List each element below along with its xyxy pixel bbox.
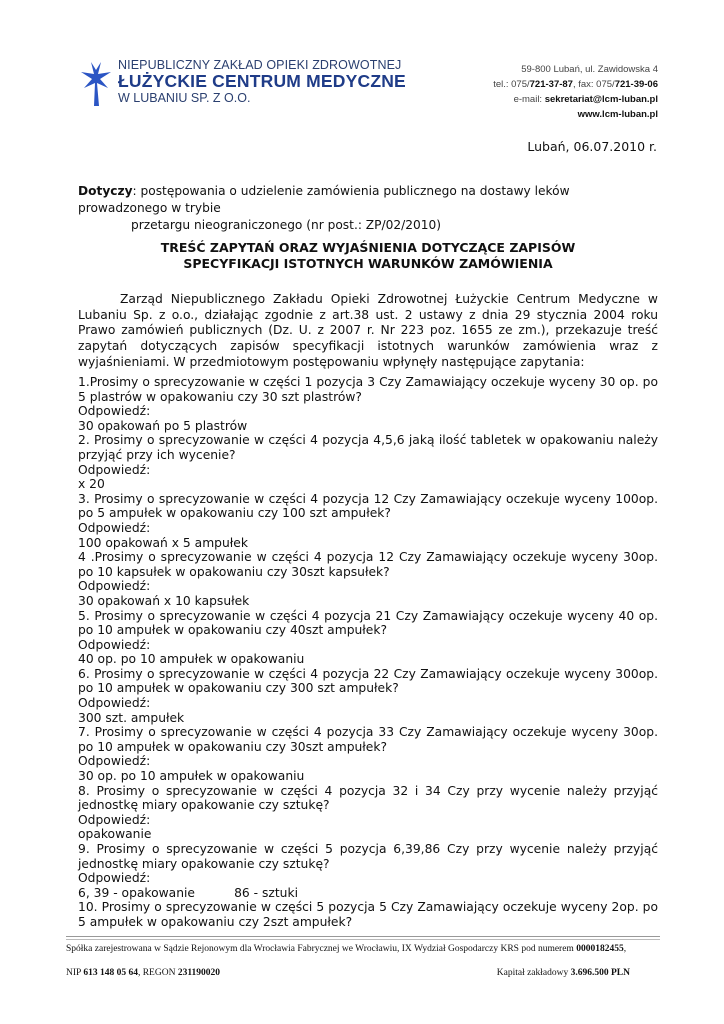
email-row: e-mail: sekretariat@lcm-luban.pl [513,94,658,105]
question: 8. Prosimy o sprecyzowanie w części 4 pozycja 32 i 34 Czy przy wycenie należy przyjąć jednostkę miary opakowanie czy sztukę? [78,783,658,813]
answer-label: Odpowiedź: [78,812,151,827]
email-link[interactable]: sekretariat@lcm-luban.pl [544,94,658,105]
website-row [493,107,658,122]
document-title [78,240,658,272]
question: 3. Prosimy o sprecyzowanie w części 4 pozycja 12 Czy Zamawiający oczekuje wyceny 100op. po 5 ampułek w opakowaniu czy 100 szt ampułek? [78,491,658,521]
answer: 300 szt. ampułek [78,710,185,725]
share-capital: Kapitał zakładowy 3.696.500 PLN [496,968,630,978]
answer: 100 opakowań x 5 ampułek [78,535,248,550]
website-link[interactable]: www.lcm-luban.pl [577,109,658,120]
subject-block [78,183,658,234]
answer-label: Odpowiedź: [78,696,151,711]
document-date: Lubań, 06.07.2010 r. [527,139,657,154]
question: 6. Prosimy o sprecyzowanie w części 4 pozycja 22 Czy Zamawiający oczekuje wyceny 300op. po 10 ampułek w opakowaniu czy 300 szt ampułek? [78,666,658,696]
question: 4 .Prosimy o sprecyzowanie w części 4 pozycja 12 Czy Zamawiający oczekuje wyceny 30op. po 10 kapsułek w opakowaniu czy 30szt kapsułek? [78,550,658,579]
answer: 30 opakowań x 10 kapsułek [78,593,250,608]
footer-divider-2 [66,939,660,940]
footer-registration: Spółka zarejestrowana w Sądzie Rejonowym dla Wrocławia Fabrycznej we Wrocławiu, IX Wydział Gospodarczy KRS pod numerem 0000182455, [66,944,627,954]
subject-label: Dotyczy [78,184,133,198]
subject-text-1: : postępowania o udzielenie zamówienia publicznego na dostawy leków prowadzonego w trybie [78,184,570,215]
answer-label: Odpowiedź: [78,462,151,477]
answer-label: Odpowiedź: [78,637,151,652]
answer: 30 opakowań po 5 plastrów [78,418,248,433]
answer-label: Odpowiedź: [78,520,151,535]
title-line-1: TREŚĆ ZAPYTAŃ ORAZ WYJAŚNIENIA DOTYCZĄCE ZAPISÓW [160,240,576,255]
phone: 721-37-87 [529,79,573,90]
question: 5. Prosimy o sprecyzowanie w części 4 pozycja 21 Czy Zamawiający oczekuje wyceny 40 op. po 10 ampułek w opakowaniu czy 40szt ampułek? [78,608,658,638]
answer: x 20 [78,477,105,492]
letterhead [0,0,724,130]
fax: 721-39-06 [614,79,658,90]
question: 2. Prosimy o sprecyzowanie w części 4 pozycja 4,5,6 jaką ilość tabletek w opakowaniu należy przyjąć przy ich wycenie? [78,433,658,462]
intro-paragraph: Zarząd Niepublicznego Zakładu Opieki Zdrowotnej Łużyckie Centrum Medyczne w Lubaniu Sp. z o.o., działając zgodnie z art.38 ust. 2 ustawy z dnia 29 stycznia 2004 roku Prawo zamówień publicznych (Dz. U. z 2007 r. Nr 223 poz. 1655 ze zm.), przekazuje treść zapytań dotyczących zapisów specyfikacji istotnych warunków zamówienia wraz z wyjaśnieniami. W przedmiotowym postępowaniu wpłynęły następujące zapytania: [78,292,658,369]
question: 7. Prosimy o sprecyzowanie w części 4 pozycja 33 Czy Zamawiający oczekuje wyceny 30op. po 10 ampułek w opakowaniu czy 30szt ampułek? [78,725,658,754]
answer-label: Odpowiedź: [78,871,151,886]
answer-label: Odpowiedź: [78,404,151,419]
question: 9. Prosimy o sprecyzowanie w części 5 pozycja 6,39,86 Czy przy wycenie należy przyjąć jednostkę miary opakowanie czy sztukę? [78,842,658,871]
regon-number: 231190020 [177,968,221,978]
logo-line-2: ŁUŻYCKIE CENTRUM MEDYCZNE [118,71,406,91]
address: 59-800 Lubań, ul. Zawidowska 4 [521,64,658,75]
krs-number: 0000182455 [576,944,624,954]
contact-block [493,62,658,122]
phone-fax: tel.: 075/721-37-87, fax: 075/721-39-06 [493,79,658,90]
nip-number: 613 148 05 64 [83,968,138,978]
question: 10. Prosimy o sprecyzowanie w części 5 pozycja 5 Czy Zamawiający oczekuje wyceny 2op. po 5 ampułek w opakowaniu czy 2szt ampułek? [78,900,658,929]
answer: 30 op. po 10 ampułek w opakowaniu [78,769,305,784]
subject-text-2: przetargu nieograniczonego (nr post.: ZP/02/2010) [131,218,441,232]
qa-list [78,375,658,930]
footer-divider [66,936,660,937]
logo-line-3: W LUBANIU SP. Z O.O. [118,91,251,105]
answer-label: Odpowiedź: [78,754,151,769]
footer-ids: NIP 613 148 05 64, REGON 231190020 Kapitał zakładowy 3.696.500 PLN [66,968,630,978]
title-line-2: SPECYFIKACJI ISTOTNYCH WARUNKÓW ZAMÓWIENIA [183,256,553,271]
answer: opakowanie [78,827,152,842]
question: 1.Prosimy o sprecyzowanie w części 1 pozycja 3 Czy Zamawiający oczekuje wyceny 30 op. po 5 plastrów w opakowaniu czy 30 szt plastrów? [78,375,658,404]
answer: 6, 39 - opakowanie 86 - sztuki [78,885,298,900]
answer-label: Odpowiedź: [78,579,151,594]
medical-cross-logo-icon [78,60,114,108]
logo [78,58,406,110]
logo-line-1: NIEPUBLICZNY ZAKŁAD OPIEKI ZDROWOTNEJ [118,58,402,72]
answer: 40 op. po 10 ampułek w opakowaniu [78,652,305,667]
